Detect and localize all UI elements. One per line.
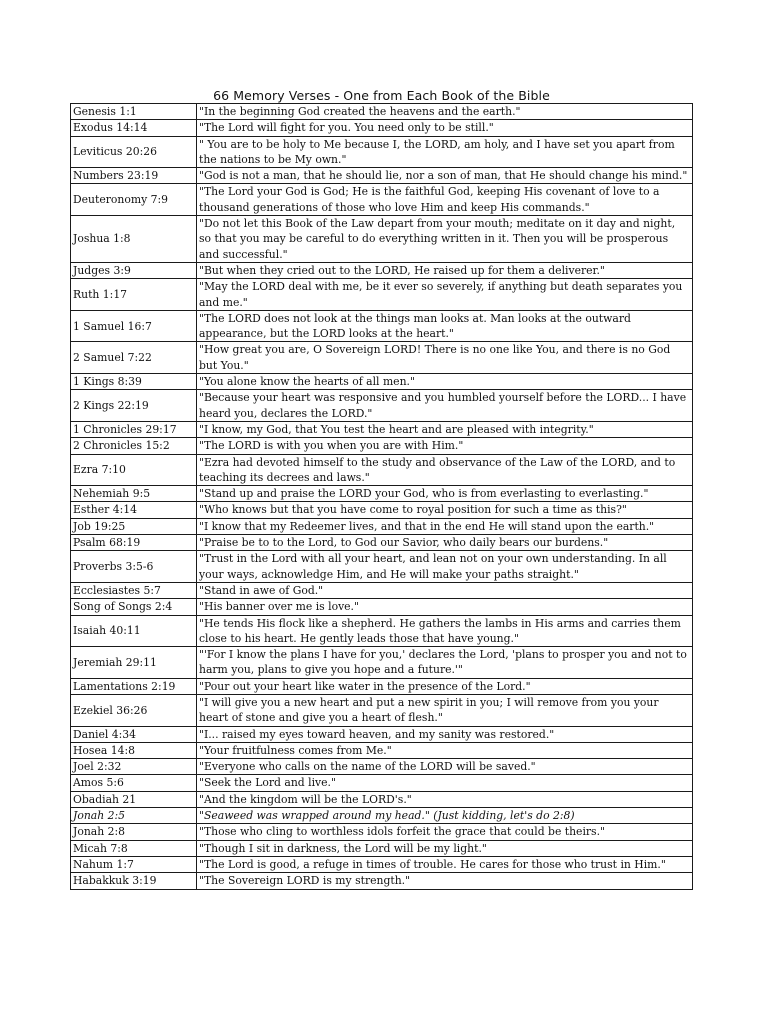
verse-text: "Praise be to to the Lord, to God our Savior, who daily bears our burdens." — [197, 535, 693, 551]
verse-row — [71, 791, 693, 807]
verse-reference: Amos 5:6 — [71, 775, 197, 791]
verse-reference: Esther 4:14 — [71, 502, 197, 518]
verse-row — [71, 390, 693, 422]
verse-reference: Habakkuk 3:19 — [71, 873, 197, 889]
verse-reference: Leviticus 20:26 — [71, 136, 197, 168]
verse-reference: 2 Samuel 7:22 — [71, 342, 197, 374]
verse-text: "Stand in awe of God." — [197, 582, 693, 598]
verse-text: "The Lord will fight for you. You need only to be still." — [197, 120, 693, 136]
verse-row — [71, 120, 693, 136]
verse-text: "How great you are, O Sovereign LORD! There is no one like You, and there is no God but You." — [197, 342, 693, 374]
verse-text: "But when they cried out to the LORD, He raised up for them a deliverer." — [197, 262, 693, 278]
verse-row — [71, 647, 693, 679]
verse-row — [71, 486, 693, 502]
verse-row — [71, 742, 693, 758]
verse-text: "Seek the Lord and live." — [197, 775, 693, 791]
verse-row — [71, 808, 693, 824]
verse-row — [71, 599, 693, 615]
verse-reference: Hosea 14:8 — [71, 742, 197, 758]
verse-reference: Ecclesiastes 5:7 — [71, 582, 197, 598]
verse-row — [71, 775, 693, 791]
verse-reference: Micah 7:8 — [71, 840, 197, 856]
verse-reference: Ruth 1:17 — [71, 279, 197, 311]
verse-row — [71, 454, 693, 486]
verse-text: "I know, my God, that You test the heart and are pleased with integrity." — [197, 421, 693, 437]
verse-reference: Judges 3:9 — [71, 262, 197, 278]
verse-text: "God is not a man, that he should lie, nor a son of man, that He should change his mind." — [197, 168, 693, 184]
verse-row — [71, 279, 693, 311]
verse-text: "Ezra had devoted himself to the study and observance of the Law of the LORD, and to teaching its decrees and laws." — [197, 454, 693, 486]
verse-row — [71, 421, 693, 437]
verse-row — [71, 136, 693, 168]
verse-row — [71, 438, 693, 454]
verse-row — [71, 694, 693, 726]
verse-reference: Lamentations 2:19 — [71, 678, 197, 694]
verse-reference: Ezra 7:10 — [71, 454, 197, 486]
verse-text: "Do not let this Book of the Law depart from your mouth; meditate on it day and night, so that you may be careful to do everything written in it. Then you will be prosperous and successful." — [197, 216, 693, 263]
verse-reference: Nehemiah 9:5 — [71, 486, 197, 502]
verse-row — [71, 262, 693, 278]
verse-row — [71, 535, 693, 551]
verse-text: "Because your heart was responsive and you humbled yourself before the LORD... I have heard you, declares the LORD." — [197, 390, 693, 422]
verse-reference: Joel 2:32 — [71, 759, 197, 775]
verse-row — [71, 615, 693, 647]
verse-row — [71, 873, 693, 889]
verse-row — [71, 678, 693, 694]
verse-reference: 2 Kings 22:19 — [71, 390, 197, 422]
verse-text: "You alone know the hearts of all men." — [197, 374, 693, 390]
verse-text: "Who knows but that you have come to royal position for such a time as this?" — [197, 502, 693, 518]
verse-reference: Song of Songs 2:4 — [71, 599, 197, 615]
verse-row — [71, 824, 693, 840]
verse-reference: Deuteronomy 7:9 — [71, 184, 197, 216]
verse-row — [71, 104, 693, 120]
verse-text: "I know that my Redeemer lives, and that in the end He will stand upon the earth." — [197, 518, 693, 534]
verse-text: "The Lord is good, a refuge in times of trouble. He cares for those who trust in Him." — [197, 856, 693, 872]
verse-text: "Trust in the Lord with all your heart, and lean not on your own understanding. In all your ways, acknowledge Him, and He will make your paths straight." — [197, 551, 693, 583]
verse-reference: Daniel 4:34 — [71, 726, 197, 742]
verse-text: "The LORD does not look at the things man looks at. Man looks at the outward appearance, but the LORD looks at the heart." — [197, 310, 693, 342]
verses-table — [70, 103, 693, 890]
verse-row — [71, 216, 693, 263]
verse-text: "And the kingdom will be the LORD's." — [197, 791, 693, 807]
verse-reference: Obadiah 21 — [71, 791, 197, 807]
verse-text: "Though I sit in darkness, the Lord will be my light." — [197, 840, 693, 856]
verse-text: "Seaweed was wrapped around my head." (Just kidding, let's do 2:8) — [197, 808, 693, 824]
verse-text: "Everyone who calls on the name of the LORD will be saved." — [197, 759, 693, 775]
verse-reference: Nahum 1:7 — [71, 856, 197, 872]
verse-reference: Jonah 2:5 — [71, 808, 197, 824]
document-title: 66 Memory Verses - One from Each Book of the Bible — [213, 88, 550, 103]
verse-reference: Jonah 2:8 — [71, 824, 197, 840]
verse-reference: 1 Samuel 16:7 — [71, 310, 197, 342]
verse-reference: Job 19:25 — [71, 518, 197, 534]
verse-text: "The Sovereign LORD is my strength." — [197, 873, 693, 889]
verse-text: "Stand up and praise the LORD your God, who is from everlasting to everlasting." — [197, 486, 693, 502]
verse-text: "Those who cling to worthless idols forfeit the grace that could be theirs." — [197, 824, 693, 840]
verse-row — [71, 168, 693, 184]
verse-text: "The LORD is with you when you are with Him." — [197, 438, 693, 454]
verse-row — [71, 374, 693, 390]
verse-row — [71, 518, 693, 534]
verses-table-body — [71, 104, 693, 890]
verse-reference: Genesis 1:1 — [71, 104, 197, 120]
verse-reference: Jeremiah 29:11 — [71, 647, 197, 679]
verse-text: "I will give you a new heart and put a new spirit in you; I will remove from you your heart of stone and give you a heart of flesh." — [197, 694, 693, 726]
verse-row — [71, 856, 693, 872]
verse-row — [71, 342, 693, 374]
verse-reference: Exodus 14:14 — [71, 120, 197, 136]
verse-text: "Your fruitfulness comes from Me." — [197, 742, 693, 758]
verse-row — [71, 310, 693, 342]
verse-text: "Pour out your heart like water in the presence of the Lord." — [197, 678, 693, 694]
verse-row — [71, 551, 693, 583]
verse-text: "He tends His flock like a shepherd. He gathers the lambs in His arms and carries them close to his heart. He gently leads those that have young." — [197, 615, 693, 647]
verse-row — [71, 582, 693, 598]
verse-reference: Psalm 68:19 — [71, 535, 197, 551]
verse-text: "May the LORD deal with me, be it ever so severely, if anything but death separates you and me." — [197, 279, 693, 311]
verse-reference: Joshua 1:8 — [71, 216, 197, 263]
verse-text: "In the beginning God created the heavens and the earth." — [197, 104, 693, 120]
verse-row — [71, 502, 693, 518]
verse-row — [71, 840, 693, 856]
verse-reference: 1 Kings 8:39 — [71, 374, 197, 390]
verse-row — [71, 726, 693, 742]
verse-reference: Numbers 23:19 — [71, 168, 197, 184]
verse-reference: 2 Chronicles 15:2 — [71, 438, 197, 454]
verse-reference: 1 Chronicles 29:17 — [71, 421, 197, 437]
verse-text: "I... raised my eyes toward heaven, and my sanity was restored." — [197, 726, 693, 742]
verse-text: " You are to be holy to Me because I, the LORD, am holy, and I have set you apart from the nations to be My own." — [197, 136, 693, 168]
verse-text: "'For I know the plans I have for you,' declares the Lord, 'plans to prosper you and not to harm you, plans to give you hope and a future.'" — [197, 647, 693, 679]
verse-text: "The Lord your God is God; He is the faithful God, keeping His covenant of love to a thousand generations of those who love Him and keep His commands." — [197, 184, 693, 216]
verse-row — [71, 759, 693, 775]
verse-reference: Proverbs 3:5-6 — [71, 551, 197, 583]
verse-reference: Isaiah 40:11 — [71, 615, 197, 647]
verse-row — [71, 184, 693, 216]
verse-text: "His banner over me is love." — [197, 599, 693, 615]
verse-reference: Ezekiel 36:26 — [71, 694, 197, 726]
